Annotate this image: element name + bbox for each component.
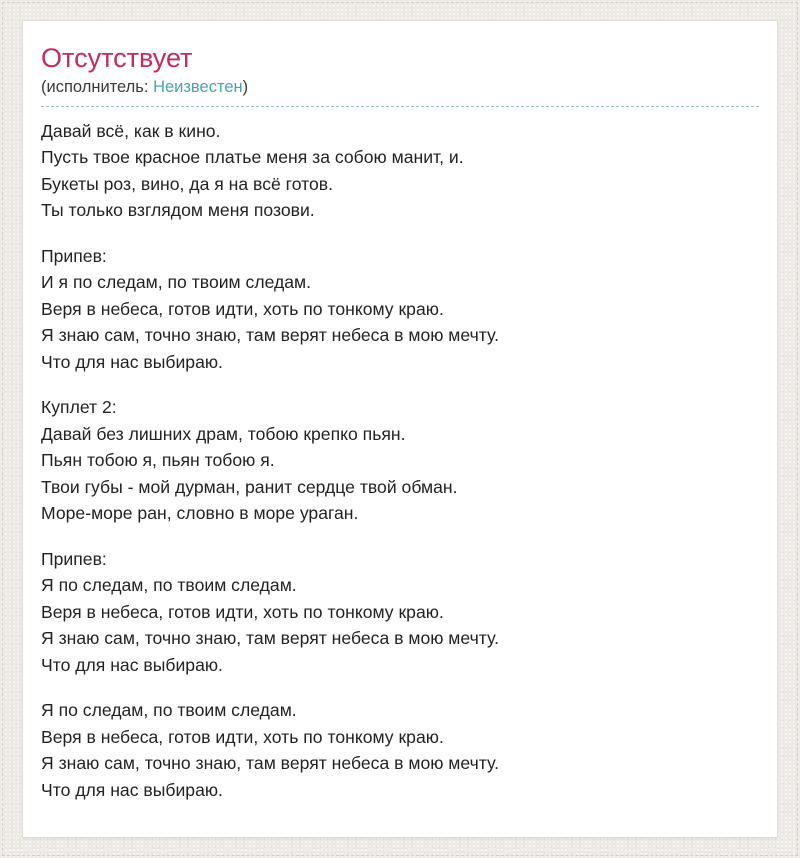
artist-line bbox=[41, 77, 759, 107]
stanza: Я по следам, по твоим следам. Веря в небеса, готов идти, хоть по тонкому краю. Я знаю сам, точно знаю, там верят небеса в мою мечту. Что для нас выбираю. bbox=[41, 700, 499, 800]
stanza: Давай всё, как в кино. Пусть твое красное платье меня за собою манит, и. Букеты роз, вино, да я на всё готов. Ты только взглядом меня позови. bbox=[41, 120, 464, 221]
artist-prefix: (исполнитель: bbox=[41, 78, 154, 97]
stanza: Припев: Я по следам, по твоим следам. Веря в небеса, готов идти, хоть по тонкому краю. Я знаю сам, точно знаю, там верят небеса в мою мечту. Что для нас выбираю. bbox=[41, 548, 499, 675]
song-title: Отсутствует bbox=[41, 43, 193, 73]
stanza: Куплет 2: Давай без лишних драм, тобою крепко пьян. Пьян тобою я, пьян тобою я. Твои губы - мой дурман, ранит сердце твой обман. Море-море ран, словно в море ураган. bbox=[41, 397, 458, 524]
stanza: Припев: И я по следам, по твоим следам. Веря в небеса, готов идти, хоть по тонкому краю. Я знаю сам, точно знаю, там верят небеса в мою мечту. Что для нас выбираю. bbox=[41, 245, 499, 372]
artist-link[interactable]: Неизвестен bbox=[153, 78, 243, 97]
lyrics-block bbox=[41, 118, 759, 804]
lyrics-card bbox=[22, 20, 778, 838]
artist-suffix: ) bbox=[242, 78, 249, 97]
